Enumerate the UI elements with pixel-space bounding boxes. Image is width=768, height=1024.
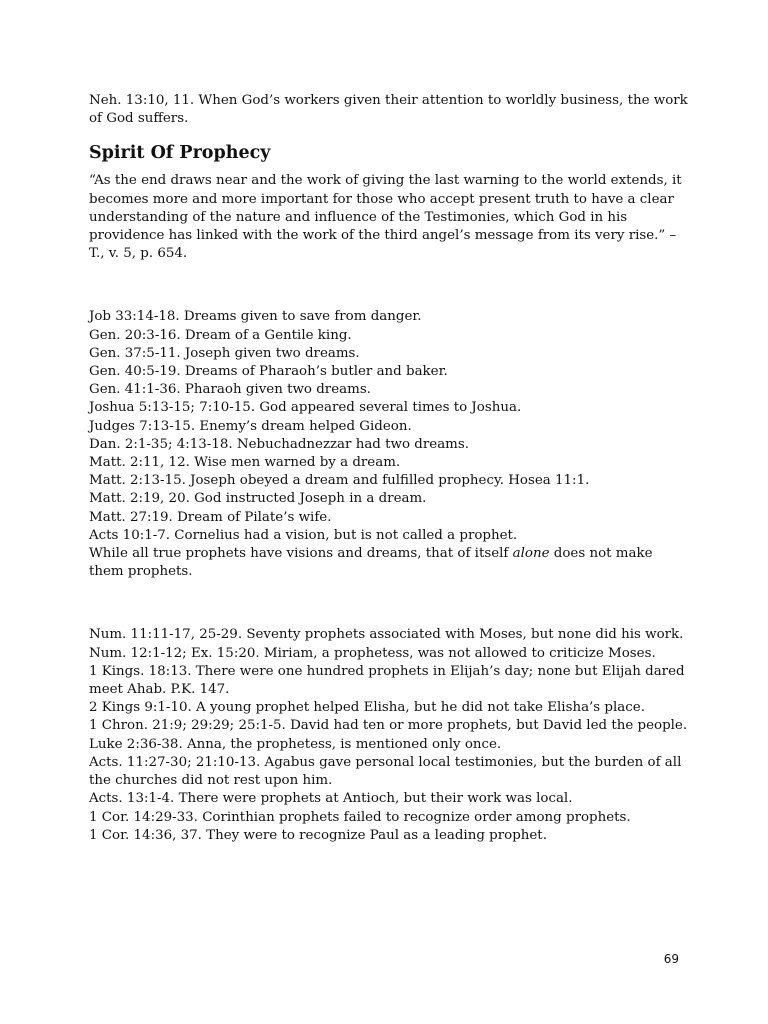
note-text: does not make them prophets. — [89, 546, 653, 580]
list-item: 1 Chron. 21:9; 29:29; 25:1-5. David had ten or more prophets, but David led the people. — [89, 718, 688, 734]
list-item: Matt. 2:19, 20. God instructed Joseph in a dream. — [89, 491, 427, 507]
prophets-list — [89, 626, 689, 844]
list-item: 1 Kings. 18:13. There were one hundred prophets in Elijah’s day; none but Elijah dared meet Ahab. P.K. 147. — [89, 663, 685, 698]
page-content — [89, 92, 689, 845]
list-item: 1 Cor. 14:36, 37. They were to recognize Paul as a leading prophet. — [89, 827, 547, 843]
list-item: Num. 11:11-17, 25-29. Seventy prophets associated with Moses, but none did his work. — [89, 627, 684, 643]
spacer — [89, 263, 689, 308]
list-item: Acts. 11:27-30; 21:10-13. Agabus gave personal local testimonies, but the burden of all the churches did not rest upon him. — [89, 754, 682, 789]
list-item: Judges 7:13-15. Enemy’s dream helped Gideon. — [89, 418, 412, 434]
list-item: Gen. 40:5-19. Dreams of Pharaoh’s butler and baker. — [89, 364, 448, 380]
list-item: Matt. 2:11, 12. Wise men warned by a dream. — [89, 455, 401, 471]
list-item: Matt. 27:19. Dream of Pilate’s wife. — [89, 509, 332, 525]
list-item: Joshua 5:13-15; 7:10-15. God appeared several times to Joshua. — [89, 400, 522, 416]
note-emphasis: alone — [512, 546, 550, 562]
list-item: Acts. 13:1-4. There were prophets at Antioch, but their work was local. — [89, 791, 573, 807]
list-item: Acts 10:1-7. Cornelius had a vision, but is not called a prophet. — [89, 527, 518, 543]
list-item: Gen. 20:3-16. Dream of a Gentile king. — [89, 327, 352, 343]
list-item: Gen. 37:5-11. Joseph given two dreams. — [89, 345, 360, 361]
section-heading: Spirit Of Prophecy — [89, 143, 271, 164]
intro-paragraph: Neh. 13:10, 11. When God’s workers given their attention to worldly business, the work of God suffers. — [89, 93, 688, 127]
list-item: Dan. 2:1-35; 4:13-18. Nebuchadnezzar had two dreams. — [89, 436, 470, 452]
dreams-list — [89, 308, 689, 581]
page-number: 69 — [663, 952, 679, 966]
list-item: Gen. 41:1-36. Pharaoh given two dreams. — [89, 382, 371, 398]
list-item: Matt. 2:13-15. Joseph obeyed a dream and fulfilled prophecy. Hosea 11:1. — [89, 473, 590, 489]
list-item: Num. 12:1-12; Ex. 15:20. Miriam, a prophetess, was not allowed to criticize Moses. — [89, 645, 656, 661]
list-item: Luke 2:36-38. Anna, the prophetess, is mentioned only once. — [89, 736, 502, 752]
dreams-note — [89, 545, 689, 581]
quote-paragraph: “As the end draws near and the work of giving the last warning to the world extends, it becomes more and more important for those who accept present truth to have a clear understanding of the nature and influence of the Testimonies, which God in his providence has linked with the work of the third angel’s message from its very rise.” –T., v. 5, p. 654. — [89, 173, 682, 262]
list-item: 2 Kings 9:1-10. A young prophet helped Elisha, but he did not take Elisha’s place. — [89, 700, 645, 716]
note-text: While all true prophets have visions and dreams, that of itself — [89, 546, 513, 562]
list-item: Job 33:14-18. Dreams given to save from danger. — [89, 309, 422, 325]
spacer — [89, 581, 689, 626]
list-item: 1 Cor. 14:29-33. Corinthian prophets failed to recognize order among prophets. — [89, 809, 631, 825]
